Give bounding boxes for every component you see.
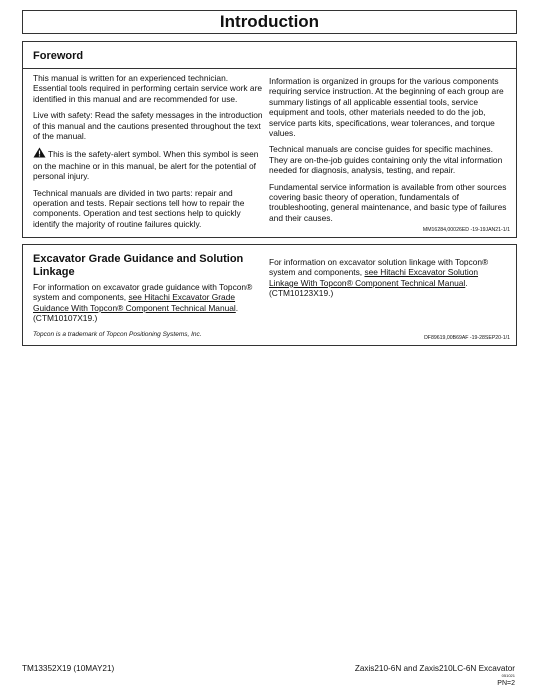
excavator-reference-code: DF89619,00B69AF -19-28SEP20-1/1 — [424, 335, 510, 341]
footer-manual-id: TM13352X19 (10MAY21) — [22, 664, 115, 673]
foreword-paragraph: Live with safety: Read the safety messages in the introduction of this manual and the cautions presented throughout the text of the manual. — [33, 110, 263, 142]
excavator-heading: Excavator Grade Guidance and Solution Linkage — [33, 253, 244, 278]
foreword-reference-code: MM16284,00026ED -19-19JAN21-1/1 — [422, 227, 510, 233]
safety-alert-icon — [33, 147, 46, 160]
grade-guidance-paragraph — [33, 282, 263, 324]
foreword-paragraph: Information is organized in groups for the various components requiring service instruction. At the beginning of each group are summary listings of all applicable essential tools, service equipment and tools, other materials needed to do the job, service parts kits, specifications, wear tolerances, and torque values. — [269, 76, 504, 139]
excavator-section — [22, 244, 517, 346]
solution-linkage-link[interactable]: see Hitachi Excavator Solution Linkage With Topcon® Component Technical Manual — [269, 267, 479, 288]
excavator-right-column — [269, 257, 509, 305]
trademark-note: Topcon is a trademark of Topcon Positioning Systems, Inc. — [33, 330, 202, 338]
solution-linkage-paragraph — [269, 257, 509, 299]
page-title-box — [22, 10, 517, 34]
excavator-left-column — [33, 282, 263, 346]
foreword-paragraph: Technical manuals are concise guides for specific machines. They are on-the-job guides containing only the vital information needed for diagnosis, analysis, testing, and repair. — [269, 144, 503, 176]
grade-guidance-link[interactable]: see Hitachi Excavator Grade Guidance With Topcon® Component Technical Manual — [33, 292, 236, 313]
foreword-section — [22, 41, 517, 238]
solution-linkage-ctm: . (CTM10123X19.) — [269, 277, 468, 299]
foreword-paragraph: Technical manuals are divided in two parts: repair and operation and tests. Repair sections tell how to repair the components. Operation and test sections help to quickly identify the majority of routine failures quickly. — [33, 187, 245, 229]
solution-linkage-text: For information on excavator solution linkage with Topcon® system and components, — [269, 257, 489, 278]
footer-model: Zaxis210-6N and Zaxis210LC-6N Excavator — [354, 664, 515, 673]
foreword-paragraph: This manual is written for an experienced technician. Essential tools required in performing certain service work are identified in this manual and are recommended for use. — [33, 73, 263, 104]
section-divider — [23, 68, 516, 69]
foreword-right-column — [269, 76, 509, 229]
grade-guidance-text: For information on excavator grade guidance with Topcon® system and components, — [33, 282, 253, 303]
footer-date-code: 051021 — [501, 673, 515, 678]
grade-guidance-ctm: . (CTM10107X19.) — [33, 302, 239, 324]
foreword-left-column — [33, 73, 263, 235]
safety-alert-text: This is the safety-alert symbol. When this symbol is seen on the machine or in this manual, be alert for the potential of personal injury. — [33, 149, 259, 182]
footer-page-number: PN=2 — [497, 680, 515, 687]
page-title: Introduction — [219, 12, 320, 31]
foreword-paragraph: Fundamental service information is available from other sources covering basic theory of operation, fundamentals of troubleshooting, general maintenance, and basic type of failures and their causes. — [269, 181, 507, 223]
foreword-paragraph — [33, 147, 263, 181]
foreword-heading: Foreword — [33, 50, 84, 62]
